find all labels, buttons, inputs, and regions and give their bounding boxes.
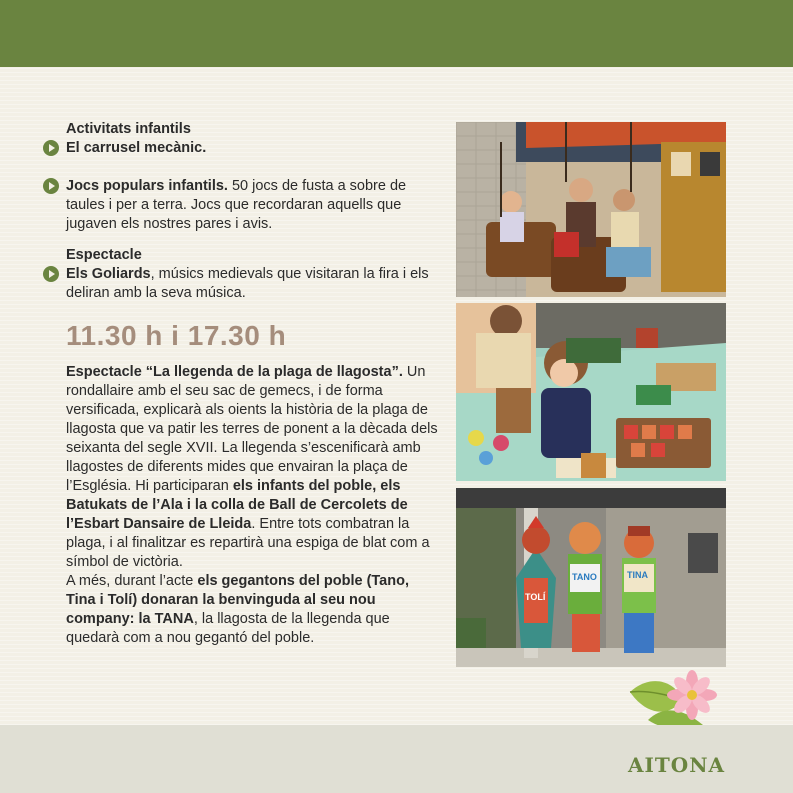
wooden-games-photo [456, 303, 726, 481]
carousel-photo [456, 122, 726, 297]
goliards-text: , músics medievals que visitaran la fira i els deliran amb la seva música. [66, 266, 429, 301]
jocs-text: 50 jocs de fusta a sobre de taules i per a terra. Jocs que recordaran aquells que jugaven els nostres pares i avis. [66, 178, 407, 232]
activities-heading: Activitats infantils [66, 121, 191, 137]
giant-label-tina: TINA [627, 570, 648, 580]
story-paragraph [66, 363, 438, 572]
giant-label-tano: TANO [572, 572, 597, 582]
leaf-flower-decoration [628, 670, 718, 730]
play-bullet-icon [43, 178, 59, 194]
story-title: Espectacle “La llegenda de la plaga de llagosta”. [66, 364, 403, 380]
story-giants: els gegantons del poble (Tano, Tina i Tolí) donaran la benvinguda al seu nou company: la TANA [66, 573, 409, 627]
brand-logo: AITONA [628, 753, 725, 777]
show-section [66, 246, 438, 303]
story-p2: . Entre tots combatran la plaga, i al finalitzar es repartirà una espiga de blat com a símbol de victòria. [66, 516, 430, 570]
jocs-title: Jocs populars infantils. [66, 178, 228, 194]
jocs-item [66, 177, 438, 234]
carrusel-item [66, 139, 438, 158]
carrusel-label: El carrusel mecànic. [66, 140, 207, 156]
giants-photo [456, 488, 726, 667]
story-p4: , la llagosta de la llegenda que quedarà com a nou gegantó del poble. [66, 611, 390, 646]
top-banner [0, 0, 793, 67]
play-bullet-icon [43, 266, 59, 282]
goliards-item [66, 265, 438, 303]
show-time: 11.30 h i 17.30 h [66, 320, 287, 351]
story-participants: els infants del poble, els Batukats de l’Ala i la colla de Ball de Cercolets de l’Esbart Dansaire de Lleida [66, 478, 408, 532]
story-p1: Un rondallaire amb el seu sac de gemecs, i de forma versificada, explicarà als oients la història de la plaga de llagosta que va patir les terres de ponent a la dècada dels seixanta del segle XVII. La llegenda s’escenificarà amb llagostes de diferents mides que envairan la plaça de l’Església. Hi participaran [66, 364, 438, 494]
story-paragraph-2 [66, 572, 438, 648]
goliards-title: Els Goliards [66, 266, 151, 282]
story-p3: A més, durant l’acte [66, 573, 198, 589]
activities-section [66, 120, 438, 234]
show-heading: Espectacle [66, 247, 142, 263]
play-bullet-icon [43, 140, 59, 156]
giant-label-toli: TOLÍ [525, 592, 546, 602]
story-section [66, 363, 438, 648]
